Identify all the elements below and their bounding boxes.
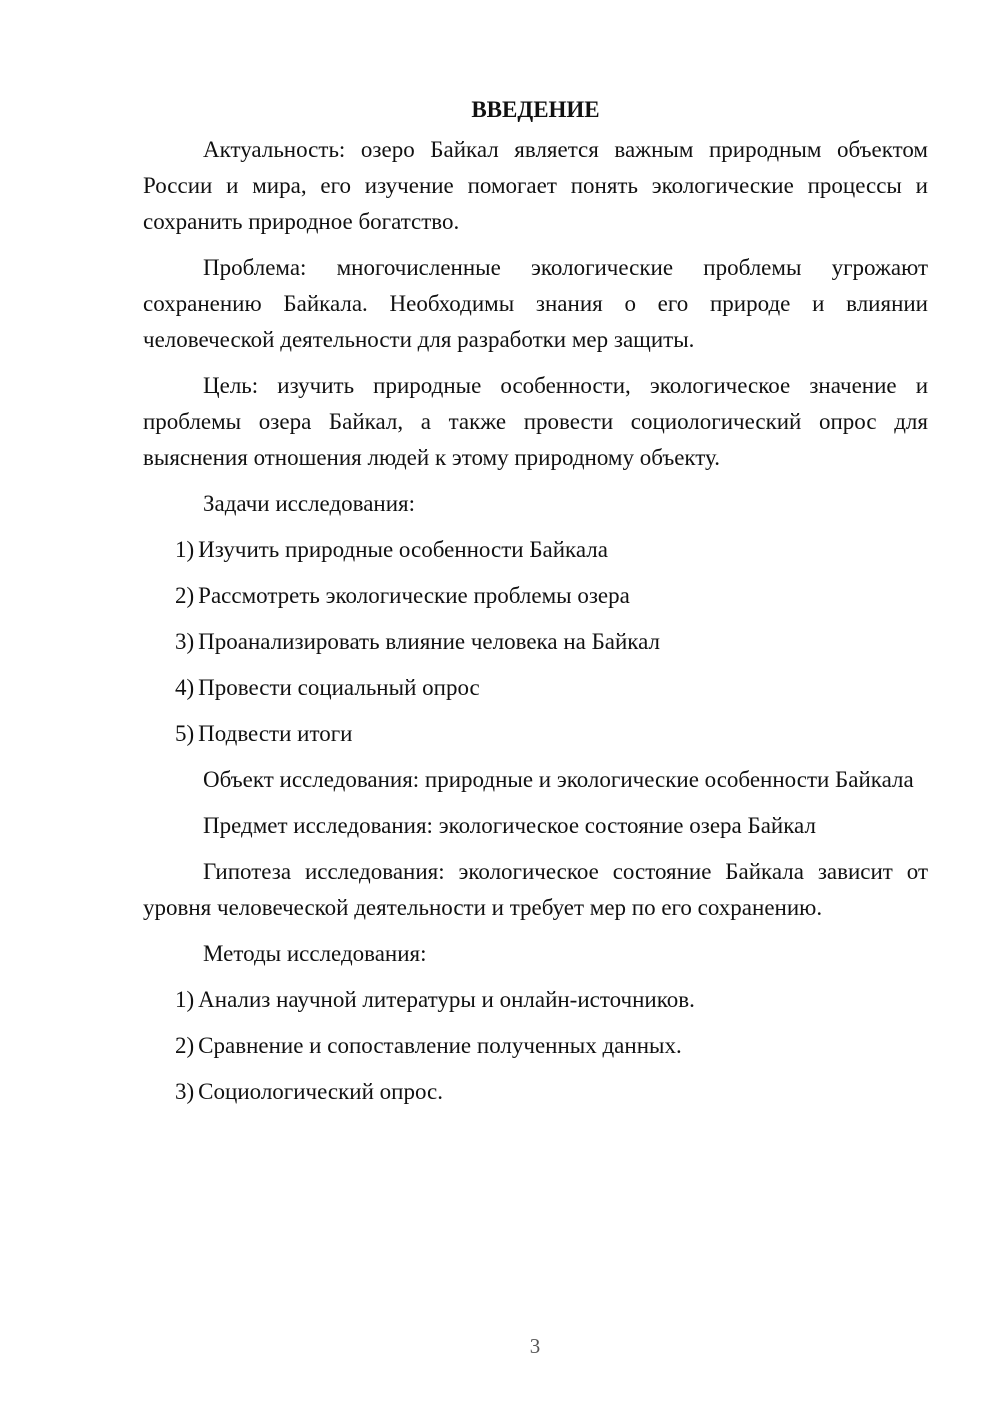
methods-heading: Методы исследования: (203, 941, 427, 966)
paragraph-goal: Цель: изучить природные особенности, экологическое значение и проблемы озера Байкал, а также провести социологический опрос для выяснения отношения людей к этому природному объекту. (143, 373, 928, 470)
list-item-text: Изучить природные особенности Байкала (198, 537, 608, 562)
list-item-number: 2) (175, 1033, 195, 1058)
list-item-text: Провести социальный опрос (198, 675, 480, 700)
list-item-method-2 (143, 1028, 928, 1064)
list-item-method-3 (143, 1074, 928, 1110)
paragraph-problem: Проблема: многочисленные экологические проблемы угрожают сохранению Байкала. Необходимы знания о его природе и влиянии человеческой деятельности для разработки мер защиты. (143, 255, 928, 352)
tasks-list (143, 532, 928, 752)
list-item-task-3 (143, 624, 928, 660)
list-item-method-1 (143, 982, 928, 1018)
paragraph-relevance: Актуальность: озеро Байкал является важным природным объектом России и мира, его изучение помогает понять экологические процессы и сохранить природное богатство. (143, 137, 928, 234)
list-item-task-5 (143, 716, 928, 752)
list-item-text: Сравнение и сопоставление полученных данных. (198, 1033, 682, 1058)
list-item-number: 4) (175, 675, 195, 700)
page-content (143, 92, 928, 1120)
paragraph-hypothesis: Гипотеза исследования: экологическое состояние Байкала зависит от уровня человеческой деятельности и требует мер по его сохранению. (143, 859, 928, 920)
tasks-heading: Задачи исследования: (203, 491, 416, 516)
list-item-task-4 (143, 670, 928, 706)
list-item-task-1 (143, 532, 928, 568)
list-item-number: 1) (175, 537, 195, 562)
methods-list (143, 982, 928, 1110)
paragraph-object: Объект исследования: природные и экологические особенности Байкала (203, 767, 914, 792)
list-item-number: 5) (175, 721, 195, 746)
list-item-number: 3) (175, 1079, 195, 1104)
list-item-number: 3) (175, 629, 195, 654)
list-item-task-2 (143, 578, 928, 614)
list-item-text: Подвести итоги (198, 721, 353, 746)
list-item-number: 1) (175, 987, 195, 1012)
paragraph-subject: Предмет исследования: экологическое состояние озера Байкал (203, 813, 816, 838)
list-item-number: 2) (175, 583, 195, 608)
page-title: ВВЕДЕНИЕ (471, 97, 600, 122)
list-item-text: Социологический опрос. (198, 1079, 443, 1104)
page-number: 3 (529, 1334, 541, 1358)
list-item-text: Рассмотреть экологические проблемы озера (198, 583, 630, 608)
list-item-text: Анализ научной литературы и онлайн-источников. (198, 987, 695, 1012)
list-item-text: Проанализировать влияние человека на Байкал (198, 629, 661, 654)
